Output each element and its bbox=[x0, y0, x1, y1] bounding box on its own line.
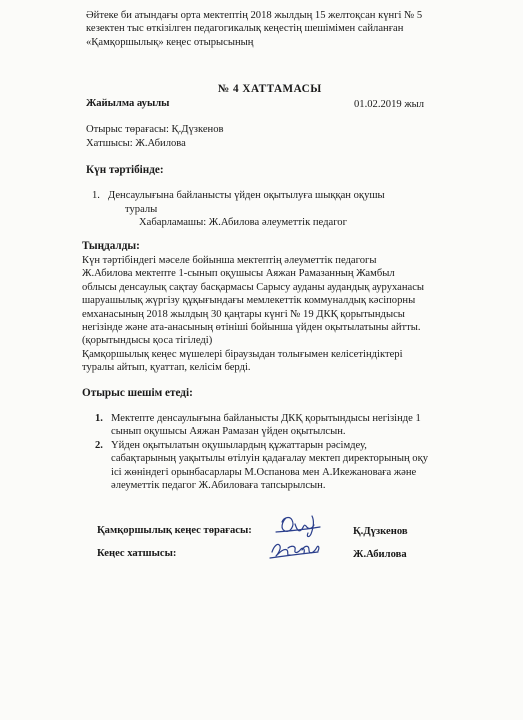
listened-line: шаруашылық жүргізу құқығындағы мемлекеттік коммуналдық кәсіпорны bbox=[82, 295, 416, 307]
decision-2-number: 2. bbox=[95, 440, 103, 451]
decision-line: ісі жөніндегі орынбасарлары М.Оспанова мен А.Икежановаға және bbox=[111, 466, 417, 478]
listened-line: Қамқоршылық кеңес мүшелері біраузыдан толығымен келісетіндіктері bbox=[82, 348, 403, 360]
listened-line: Күн тәртібіндегі мәселе бойынша мектептің әлеуметтік педагогы bbox=[82, 255, 377, 266]
header-block bbox=[86, 9, 422, 49]
secretary-signature-label: Кеңес хатшысы: bbox=[97, 548, 177, 559]
decision-2-text bbox=[111, 439, 428, 493]
decisions-heading: Отырыс шешім етеді: bbox=[82, 387, 193, 399]
decision-line: Үйден оқытылатын оқушылардың құжаттарын рәсімдеу, bbox=[111, 440, 367, 451]
listened-line: Ж.Абилова мектепте 1-сынып оқушысы Аяжан Рамазанның Жамбыл bbox=[82, 268, 395, 280]
decision-line: әлеуметтік педагог Ж.Абиловаға тапсырылсын. bbox=[111, 480, 326, 492]
chair-signature-name: Қ.Дүзкенов bbox=[353, 526, 408, 537]
decision-line: Мектепте денсаулығына байланысты ДКҚ қорытындысы негізінде 1 bbox=[111, 413, 421, 424]
agenda-heading: Күн тәртібінде: bbox=[86, 164, 164, 176]
decision-line: сынып оқушысы Аяжан Рамазан үйден оқытылсын. bbox=[111, 426, 346, 438]
listened-line: туралы айтып, қуаттап, келісім берді. bbox=[82, 362, 251, 374]
handwritten-signature-icon bbox=[268, 512, 334, 566]
listened-heading: Тыңдалды: bbox=[82, 240, 140, 252]
place-label: Жайылма ауылы bbox=[86, 98, 170, 109]
decision-1-text bbox=[111, 412, 421, 439]
decision-1-number: 1. bbox=[95, 413, 103, 424]
listened-body bbox=[82, 254, 424, 375]
listened-line: облысы денсаулық сақтау басқармасы Сарысу ауданы аудандық ауруханасы bbox=[82, 281, 425, 293]
agenda-speaker: Хабарламашы: Ж.Абилова әлеуметтік педагог bbox=[139, 217, 347, 228]
agenda-item-line-1: Денсаулығына байланысты үйден оқытылуға шыққан оқушы bbox=[108, 190, 385, 201]
chair-line: Отырыс төрағасы: Қ.Дүзкенов bbox=[86, 124, 224, 135]
header-line-1: Әйтеке би атындағы орта мектептің 2018 жылдың 15 желтоқсан күнгі № 5 bbox=[86, 10, 423, 21]
agenda-item-number: 1. bbox=[92, 190, 100, 201]
secretary-line: Хатшысы: Ж.Абилова bbox=[86, 138, 186, 149]
secretary-signature-name: Ж.Абилова bbox=[353, 549, 407, 560]
signature-strokes bbox=[270, 516, 320, 558]
listened-line: емханасының 2018 жылдың 30 қаңтары күнгі № 19 ДКҚ қорытындысы bbox=[82, 308, 405, 320]
header-line-2: кезектен тыс өткізілген педагогикалық кеңестің шешімімен сайланған bbox=[86, 23, 404, 35]
header-line-3: «Қамқоршылық» кеңес отырысының bbox=[86, 36, 254, 48]
protocol-title: № 4 ХАТТАМАСЫ bbox=[218, 83, 322, 95]
chair-signature-label: Қамқоршылық кеңес төрағасы: bbox=[97, 525, 252, 536]
agenda-item-line-2: туралы bbox=[125, 204, 158, 215]
date-label: 01.02.2019 жыл bbox=[354, 99, 425, 110]
listened-line: негізінде және ата-анасының өтініші бойынша үйден оқытылатыны айтты. bbox=[82, 322, 421, 334]
listened-line: (қорытындысы қоса тігіледі) bbox=[82, 335, 213, 347]
decision-line: сабақтарының уақытылы өтілуін қадағалау мектеп директорының оқу bbox=[111, 453, 429, 465]
